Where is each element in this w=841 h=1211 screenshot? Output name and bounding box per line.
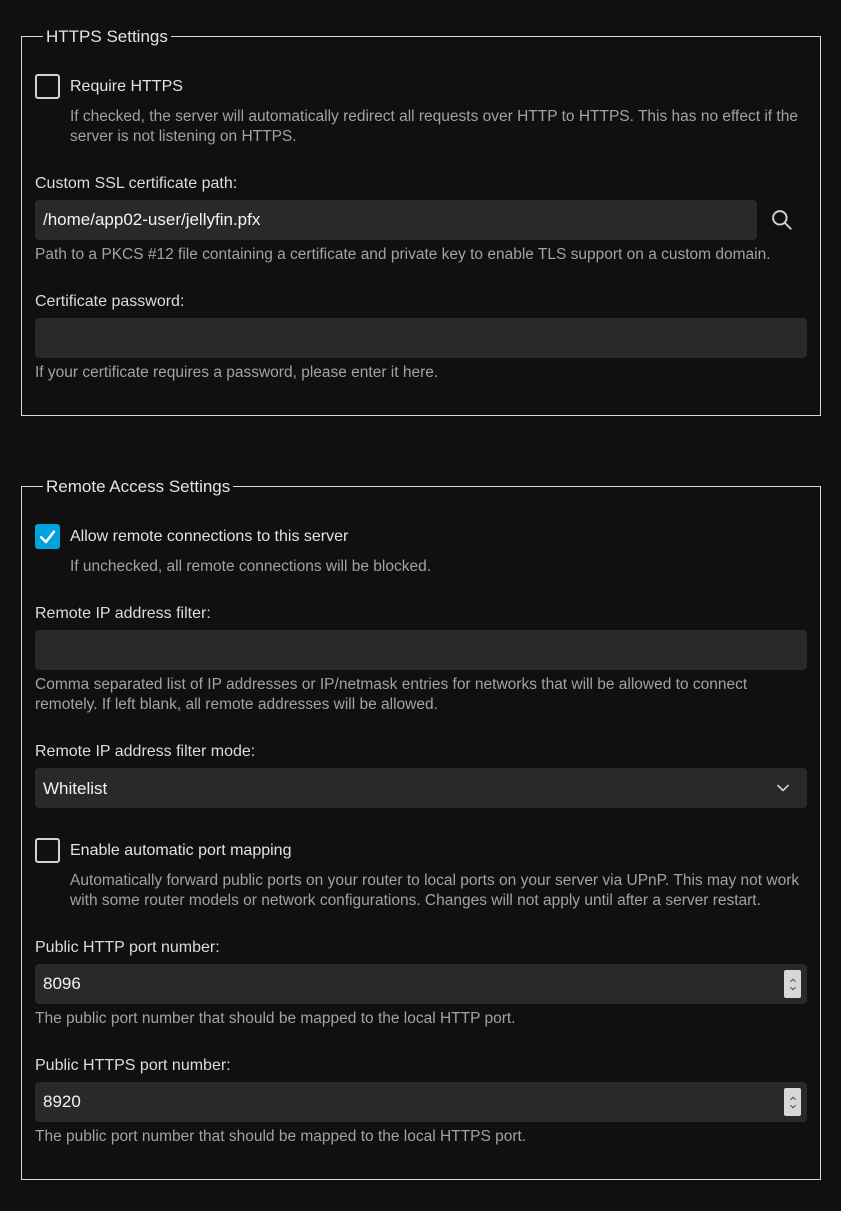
port-mapping-description: Automatically forward public ports on your router to local ports on your server via UPnP. This may not work with some router models or network configurations. Changes will not apply until after a server restart. [70,872,800,909]
https-settings-section [21,26,821,416]
public-https-port-description: The public port number that should be mapped to the local HTTPS port. [35,1128,527,1145]
cert-password-input[interactable] [35,318,807,358]
allow-remote-description: If unchecked, all remote connections will be blocked. [70,558,432,575]
public-https-port-label: Public HTTPS port number: [35,1057,231,1074]
ip-filter-group [35,604,807,715]
spinner-down-icon[interactable] [789,1104,797,1109]
public-http-port-label: Public HTTP port number: [35,939,220,956]
allow-remote-label[interactable]: Allow remote connections to this server [70,527,349,545]
cert-path-description: Path to a PKCS #12 file containing a certificate and private key to enable TLS support on a custom domain. [35,246,771,263]
allow-remote-checkbox[interactable] [35,524,60,549]
cert-path-browse-button[interactable] [757,200,807,240]
cert-path-group [35,174,807,265]
ip-filter-mode-label: Remote IP address filter mode: [35,743,256,760]
require-https-row [35,74,807,99]
ip-filter-label: Remote IP address filter: [35,605,211,622]
remote-access-settings-legend: Remote Access Settings [46,477,231,496]
number-spinner [784,970,801,998]
ip-filter-mode-select[interactable] [35,768,807,808]
spinner-up-icon[interactable] [789,1096,797,1101]
cert-password-group [35,292,807,383]
public-http-port-group [35,938,807,1029]
public-https-port-wrap [35,1082,807,1122]
require-https-checkbox[interactable] [35,74,60,99]
cert-path-input-row [35,200,807,240]
public-https-port-input[interactable] [35,1082,807,1122]
allow-remote-row [35,524,807,549]
spinner-up-icon[interactable] [789,978,797,983]
port-mapping-row [35,838,807,863]
public-http-port-wrap [35,964,807,1004]
search-icon [769,207,795,233]
cert-password-label: Certificate password: [35,293,185,310]
number-spinner [784,1088,801,1116]
port-mapping-label[interactable]: Enable automatic port mapping [70,841,292,859]
spinner-down-icon[interactable] [789,986,797,991]
port-mapping-row-group [35,838,807,911]
https-settings-legend: HTTPS Settings [46,27,168,46]
cert-password-description: If your certificate requires a password, please enter it here. [35,364,439,381]
check-icon [38,527,57,546]
ip-filter-mode-group [35,742,807,808]
cert-path-label: Custom SSL certificate path: [35,175,238,192]
public-http-port-description: The public port number that should be mapped to the local HTTP port. [35,1010,516,1027]
ip-filter-description: Comma separated list of IP addresses or IP/netmask entries for networks that will be allowed to connect remotely. If left blank, all remote addresses will be allowed. [35,676,748,713]
ip-filter-input[interactable] [35,630,807,670]
public-http-port-input[interactable] [35,964,807,1004]
require-https-description: If checked, the server will automatically redirect all requests over HTTP to HTTPS. This has no effect if the server is not listening on HTTPS. [70,108,798,145]
cert-path-input[interactable] [35,200,757,240]
remote-access-settings-section [21,476,821,1180]
require-https-label[interactable]: Require HTTPS [70,77,183,95]
public-https-port-group [35,1056,807,1147]
ip-filter-mode-select-wrap [35,768,807,808]
port-mapping-checkbox[interactable] [35,838,60,863]
